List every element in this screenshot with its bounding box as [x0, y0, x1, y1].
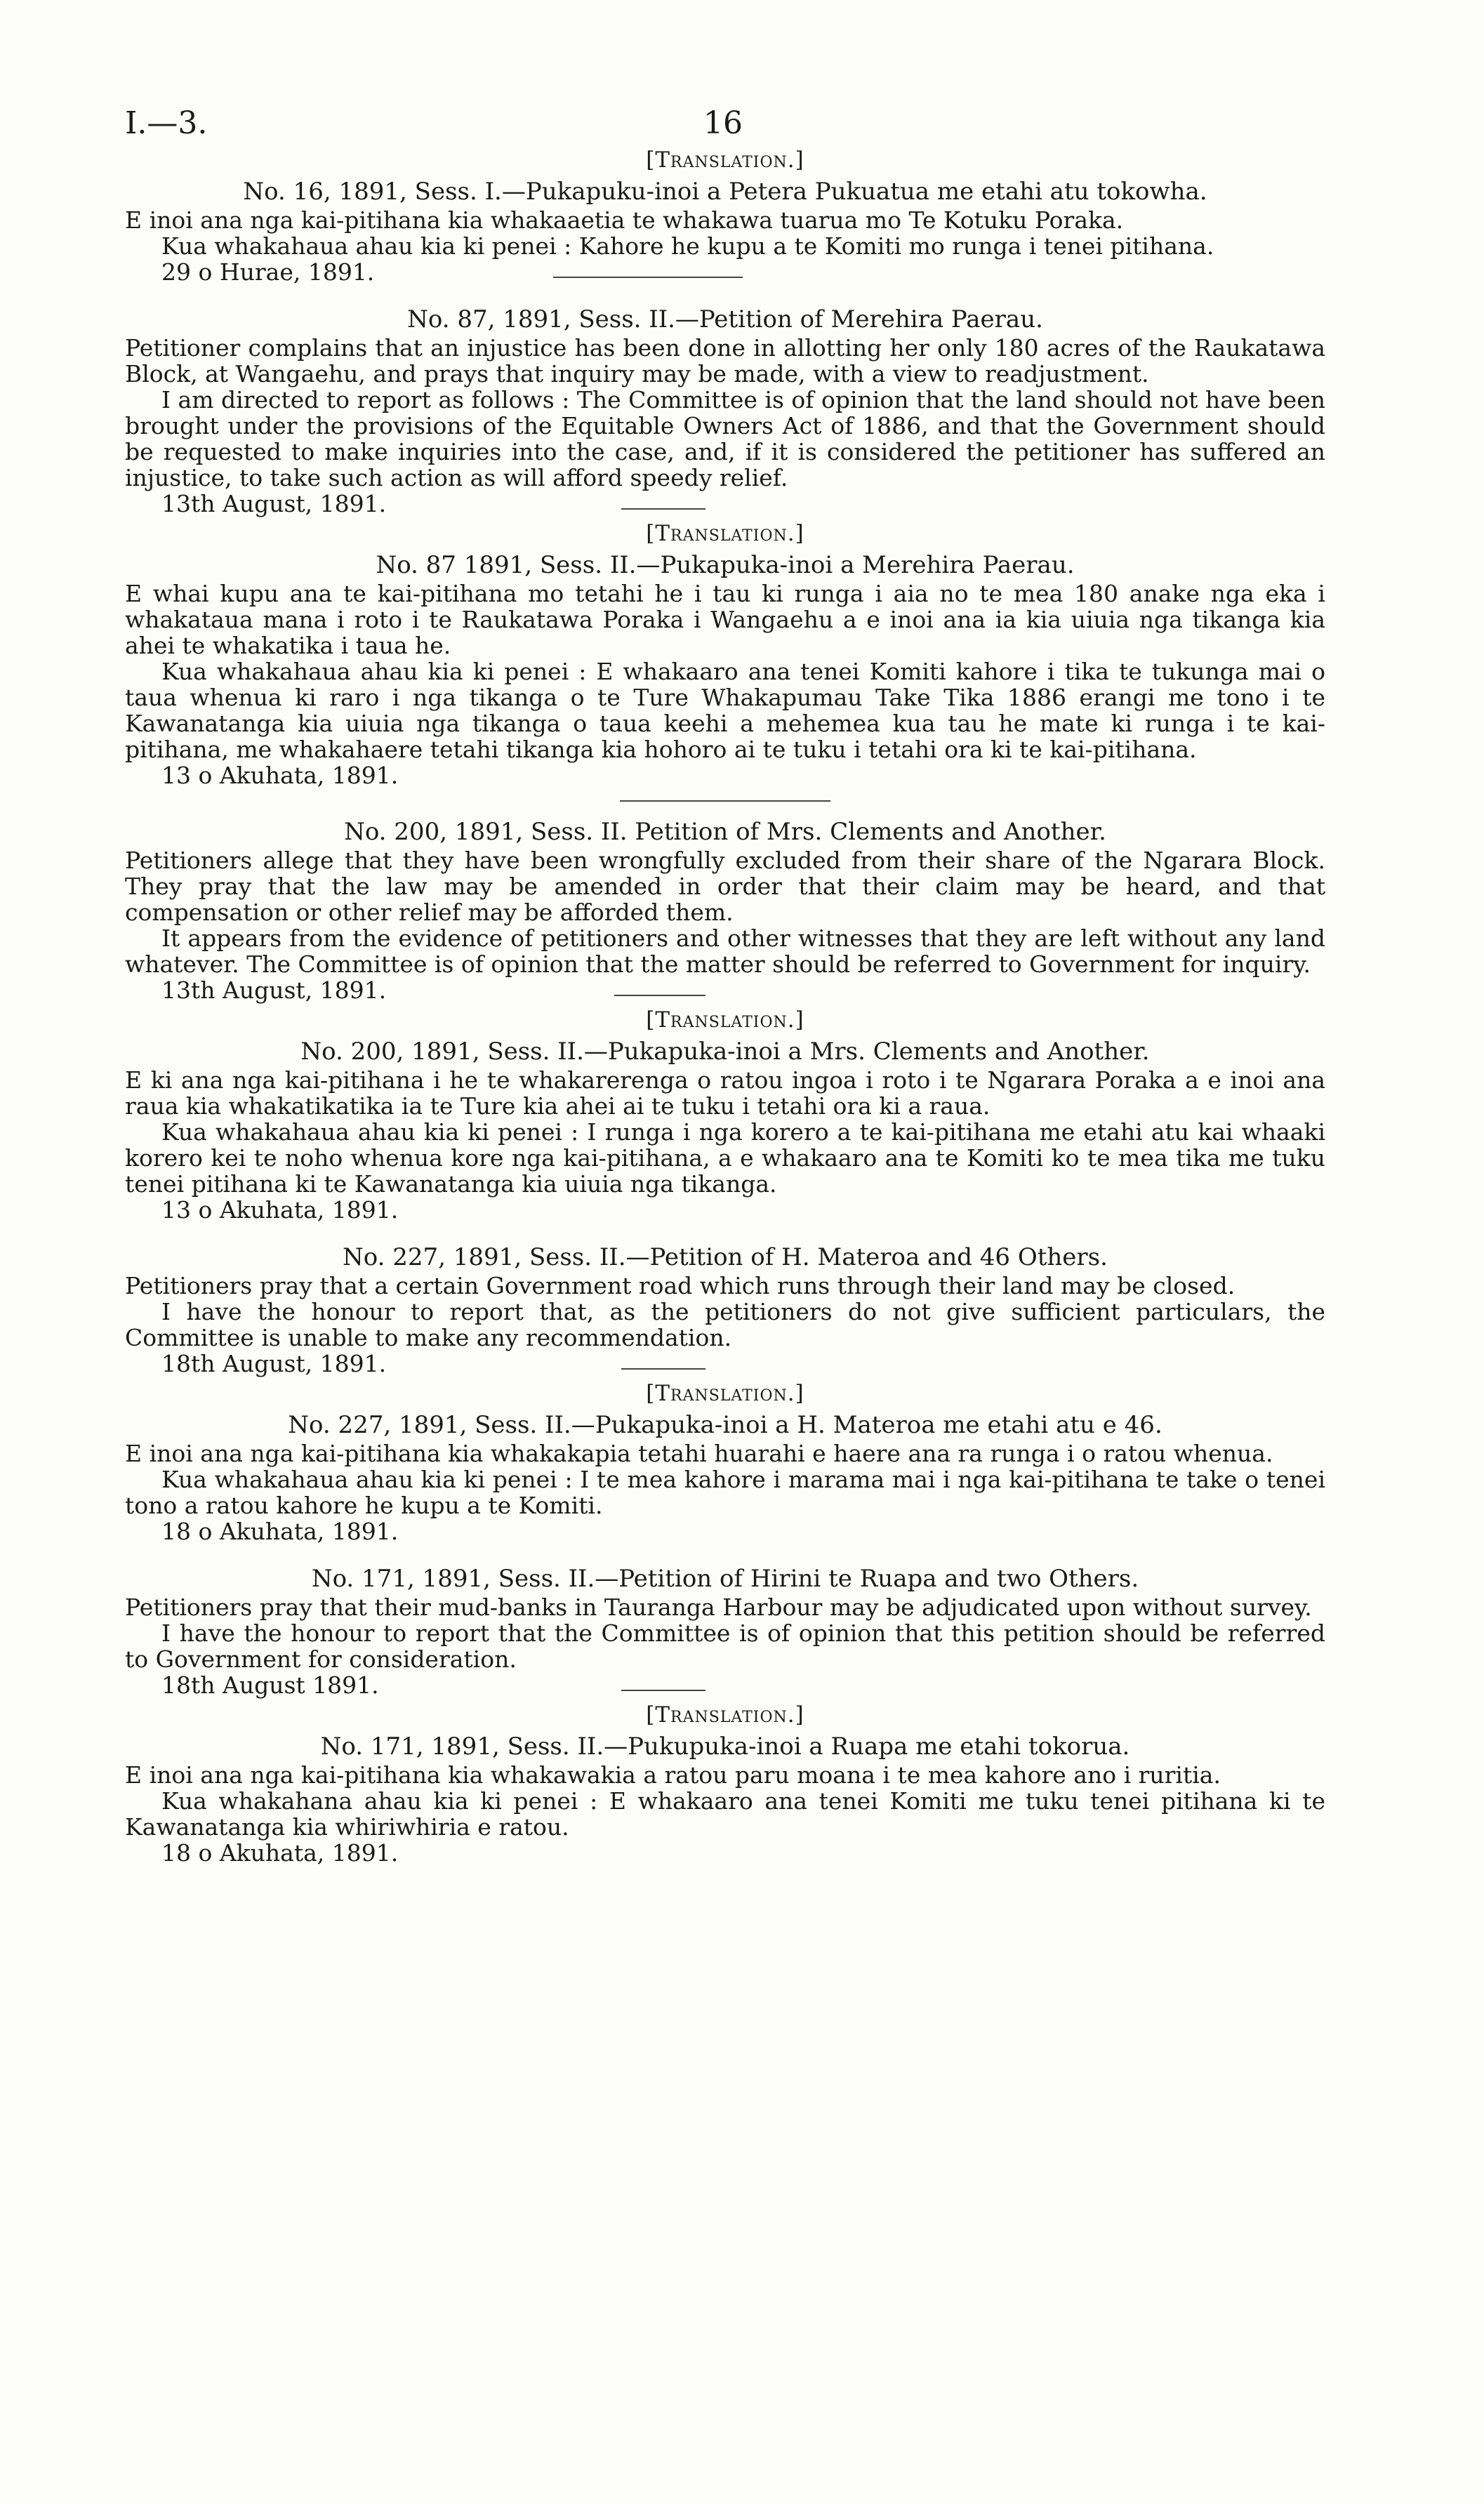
report-date: 29 o Hurae, 1891. — [161, 258, 375, 286]
divider — [620, 800, 830, 802]
date-row — [125, 977, 1325, 1004]
date-row — [125, 1351, 1325, 1377]
date-row — [125, 762, 1325, 789]
committee-report: Kua whakahana ahau kia ki penei : E whakaaro ana tenei Komiti me tuku tenei pitihana ki te Kawanatanga kia whiriwhiria e ratou. — [125, 1787, 1325, 1841]
report-date: 13th August, 1891. — [161, 976, 387, 1004]
petition-title: No. 200, 1891, Sess. II.—Pukapuka-inoi a Mrs. Clements and Another. — [300, 1038, 1150, 1066]
report-date: 18th August 1891. — [161, 1671, 379, 1699]
committee-report: I am directed to report as follows : The Committee is of opinion that the land should not have been brought under the provisions of the Equitable Owners Act of 1886, and that the Government should be requested to make inquiries into the case, and, if it is considered the petitioner has suffered an injustice, to take such action as will afford speedy relief. — [125, 386, 1325, 491]
petition-title: No. 227, 1891, Sess. II.—Pukapuka-inoi a H. Materoa me etahi atu e 46. — [288, 1411, 1162, 1439]
section-petition-171-translation — [125, 1699, 1325, 1867]
date-row — [125, 1840, 1325, 1867]
divider — [553, 277, 743, 278]
section-petition-227 — [125, 1242, 1325, 1377]
committee-report: It appears from the evidence of petitioners and other witnesses that they are left without any land whatever. The Committee is of opinion that the matter should be referred to Government for inquiry. — [125, 925, 1325, 978]
committee-report: Kua whakahaua ahau kia ki penei : I runga i nga korero a te kai-pitihana me etahi atu kai whaaki korero kei te noho whenua kore nga kai-pitihana, a e whakaaro ana te Komiti ko te mea tika me tuku tenei pitihana ki te Kawanatanga kia uiuia nga tikanga. — [125, 1118, 1325, 1198]
petition-summary: E ki ana nga kai-pitihana i he te whakarerenga o ratou ingoa i roto i te Ngarara Poraka a e inoi ana raua kia whakatikatika ia te Ture kia ahei ai te tuku i tetahi ora ki a raua. — [125, 1066, 1325, 1120]
petition-summary: Petitioners pray that a certain Government road which runs through their land may be closed. — [125, 1272, 1235, 1299]
section-petition-16-translation — [125, 144, 1325, 286]
committee-report: Kua whakahaua ahau kia ki penei : Kahore he kupu a te Komiti mo runga i tenei pitihana. — [161, 232, 1214, 260]
section-petition-171 — [125, 1563, 1325, 1699]
report-date: 13 o Akuhata, 1891. — [161, 762, 399, 789]
date-row — [125, 491, 1325, 517]
date-row — [125, 1197, 1325, 1224]
petition-title: No. 87 1891, Sess. II.—Pukapuka-inoi a Merehira Paerau. — [376, 551, 1075, 579]
petition-title: No. 200, 1891, Sess. II. Petition of Mrs. Clements and Another. — [344, 818, 1106, 846]
section-petition-87 — [125, 304, 1325, 517]
date-row — [125, 1518, 1325, 1545]
petition-summary: Petitioners pray that their mud-banks in Tauranga Harbour may be adjudicated upon without survey. — [125, 1594, 1312, 1621]
divider — [614, 995, 705, 996]
divider — [621, 1690, 705, 1691]
petition-title: No. 227, 1891, Sess. II.—Petition of H. Materoa and 46 Others. — [343, 1243, 1108, 1271]
section-petition-87-translation — [125, 517, 1325, 807]
petition-summary: E inoi ana nga kai-pitihana kia whakakapia tetahi huarahi e haere ana ra runga i o ratou whenua. — [125, 1440, 1273, 1467]
petition-title: No. 171, 1891, Sess. II.—Petition of Hirini te Ruapa and two Others. — [311, 1565, 1139, 1593]
report-date: 13 o Akuhata, 1891. — [161, 1196, 399, 1224]
petition-summary: E inoi ana nga kai-pitihana kia whakaaetia te whakawa tuarua mo Te Kotuku Poraka. — [125, 206, 1124, 234]
page-number: 16 — [703, 105, 743, 141]
translation-label: [Translation.] — [646, 521, 804, 546]
petition-title: No. 16, 1891, Sess. I.—Pukapuku-inoi a Petera Pukuatua me etahi atu tokowha. — [243, 178, 1207, 206]
petition-summary: E whai kupu ana te kai-pitihana mo tetahi he i tau ki runga i aia no te mea 180 anake nga eka i whakataua mana i roto i te Raukatawa Poraka i Wangaehu a e inoi ana ia kia uiuia nga tikanga kia ahei te whakatika i taua he. — [125, 580, 1325, 659]
report-date: 13th August, 1891. — [161, 490, 387, 517]
petition-summary: E inoi ana nga kai-pitihana kia whakawakia a ratou paru moana i te mea kahore ano i ruritia. — [125, 1761, 1221, 1789]
committee-report: I have the honour to report that, as the petitioners do not give sufficient particulars, the Committee is unable to make any recommendation. — [125, 1298, 1325, 1351]
report-date: 18 o Akuhata, 1891. — [161, 1839, 399, 1867]
committee-report: I have the honour to report that the Committee is of opinion that this petition should be referred to Government for consideration. — [125, 1619, 1325, 1673]
translation-label: [Translation.] — [646, 1702, 804, 1728]
section-petition-227-translation — [125, 1377, 1325, 1545]
translation-label: [Translation.] — [646, 1381, 804, 1406]
document-reference: I.—3. — [125, 105, 208, 141]
petition-title: No. 87, 1891, Sess. II.—Petition of Merehira Paerau. — [407, 305, 1043, 333]
report-date: 18th August, 1891. — [161, 1350, 387, 1377]
document-body — [125, 144, 1325, 1867]
date-row — [125, 259, 1325, 286]
divider — [621, 508, 705, 510]
divider — [621, 1368, 705, 1370]
date-row — [125, 1672, 1325, 1699]
petition-title: No. 171, 1891, Sess. II.—Pukupuka-inoi a Ruapa me etahi tokorua. — [320, 1733, 1130, 1761]
committee-report: Kua whakahaua ahau kia ki penei : E whakaaro ana tenei Komiti kahore i tika te tukunga mai o taua whenua ki raro i nga tikanga o te Ture Whakapumau Take Tika 1886 erangi me tono i te Kawanatanga kia uiuia nga tikanga o taua keehi a mehemea kua tau he mate ki runga i te kai-pitihana, me whakahaere tetahi tikanga kia hohoro ai te tuku i tetahi ora ki te kai-pitihana. — [125, 658, 1325, 763]
committee-report: Kua whakahaua ahau kia ki penei : I te mea kahore i marama mai i nga kai-pitihana te take o tenei tono a ratou kahore he kupu a te Komiti. — [125, 1466, 1325, 1519]
section-petition-200-translation — [125, 1004, 1325, 1224]
petition-summary: Petitioner complains that an injustice has been done in allotting her only 180 acres of the Raukatawa Block, at Wangaehu, and prays that inquiry may be made, with a view to readjustment. — [125, 334, 1325, 387]
translation-label: [Translation.] — [646, 147, 804, 173]
report-date: 18 o Akuhata, 1891. — [161, 1518, 399, 1545]
section-petition-200 — [125, 816, 1325, 1004]
translation-label: [Translation.] — [646, 1007, 804, 1033]
petition-summary: Petitioners allege that they have been wrongfully excluded from their share of the Ngarara Block. They pray that the law may be amended in order that their claim may be heard, and that compensation or other relief may be afforded them. — [125, 847, 1325, 926]
